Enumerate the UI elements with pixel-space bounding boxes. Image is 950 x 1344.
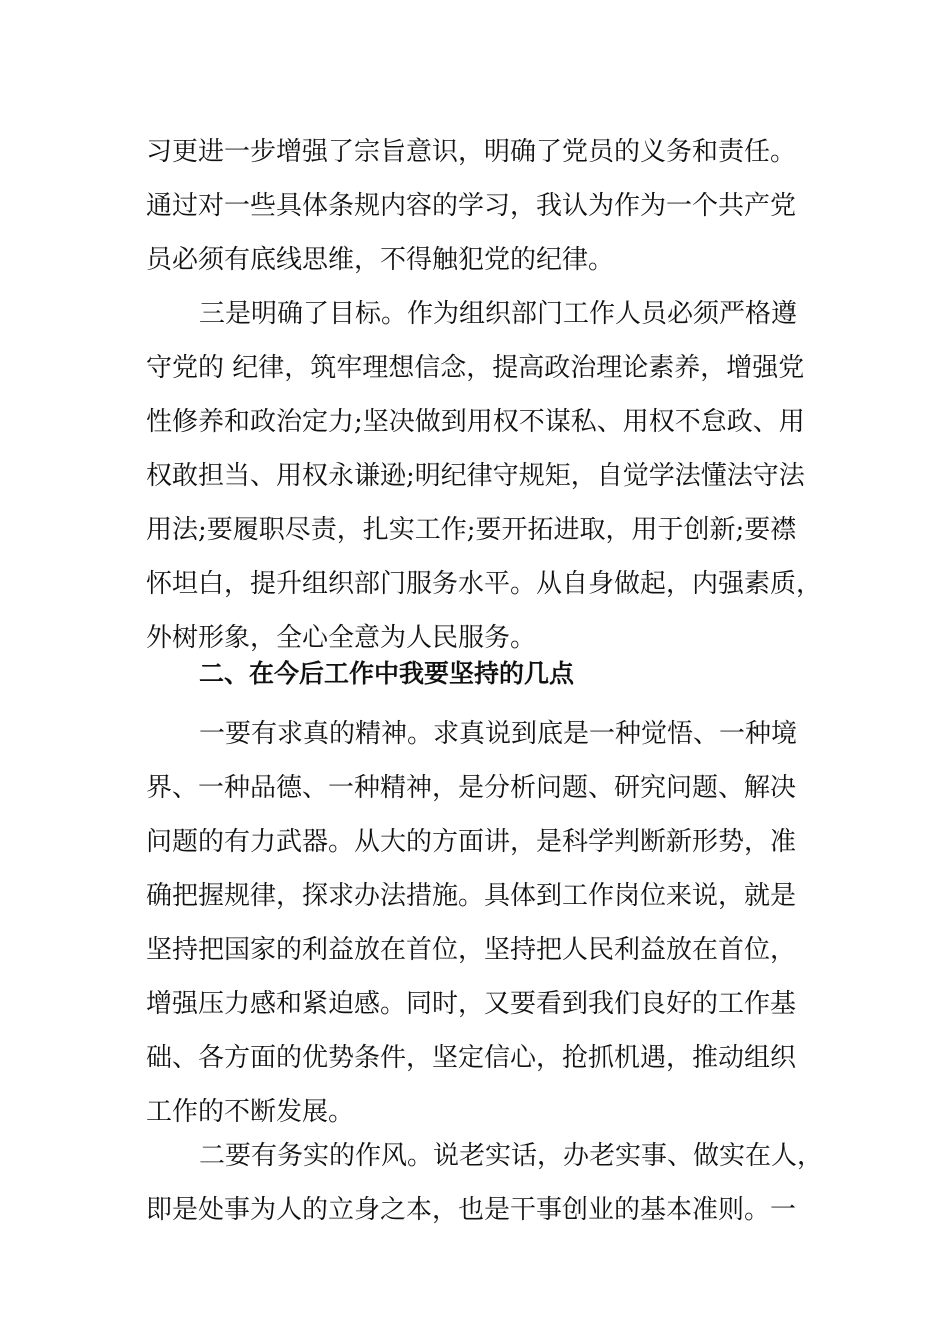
text-line: 通过对一些具体条规内容的学习，我认为作为一个共产党: [146, 191, 797, 221]
paragraph-pragmatic-style: [146, 1129, 824, 1237]
text-line: 习更进一步增强了宗旨意识，明确了党员的义务和责任。: [146, 137, 797, 167]
paragraph-clarify-goals: [146, 287, 823, 665]
text-line: 外树形象，全心全意为人民服务。: [146, 623, 537, 653]
text-line: 础、各方面的优势条件，坚定信心，抢抓机遇，推动组织: [146, 1043, 797, 1073]
text-line: 三是明确了目标。作为组织部门工作人员必须严格遵: [199, 299, 798, 329]
text-line: 二要有务实的作风。说老实话，办老实事、做实在人，: [199, 1141, 824, 1171]
text-line: 用法;要履职尽责，扎实工作;要开拓进取，用于创新;要襟: [146, 515, 797, 545]
text-line: 权敢担当、用权永谦逊;明纪律守规矩，自觉学法懂法守法: [146, 461, 805, 491]
text-line: 增强压力感和紧迫感。同时，又要看到我们良好的工作基: [146, 989, 797, 1019]
text-line: 确把握规律，探求办法措施。具体到工作岗位来说，就是: [146, 881, 797, 911]
text-line: 守党的 纪律，筑牢理想信念，提高政治理论素养，增强党: [146, 353, 805, 383]
text-line: 问题的有力武器。从大的方面讲，是科学判断新形势，准: [146, 827, 797, 857]
paragraph-continuation: [146, 125, 806, 287]
text-line: 员必须有底线思维，不得触犯党的纪律。: [146, 245, 615, 275]
text-line: 一要有求真的精神。求真说到底是一种觉悟、一种境: [199, 719, 798, 749]
text-line: 性修养和政治定力;坚决做到用权不谋私、用权不怠政、用: [146, 407, 805, 437]
text-line: 界、一种品德、一种精神，是分析问题、研究问题、解决: [146, 773, 797, 803]
text-line: 怀坦白，提升组织部门服务水平。从自身做起，内强素质，: [146, 569, 823, 599]
text-line: 坚持把国家的利益放在首位，坚持把人民利益放在首位，: [146, 935, 797, 965]
section-heading: [146, 647, 806, 701]
text-line: 工作的不断发展。: [146, 1097, 355, 1127]
text-line: 即是处事为人的立身之本，也是干事创业的基本准则。一: [146, 1195, 797, 1225]
heading-text: 二、在今后工作中我要坚持的几点: [199, 659, 575, 688]
paragraph-truth-seeking: [146, 707, 806, 1139]
